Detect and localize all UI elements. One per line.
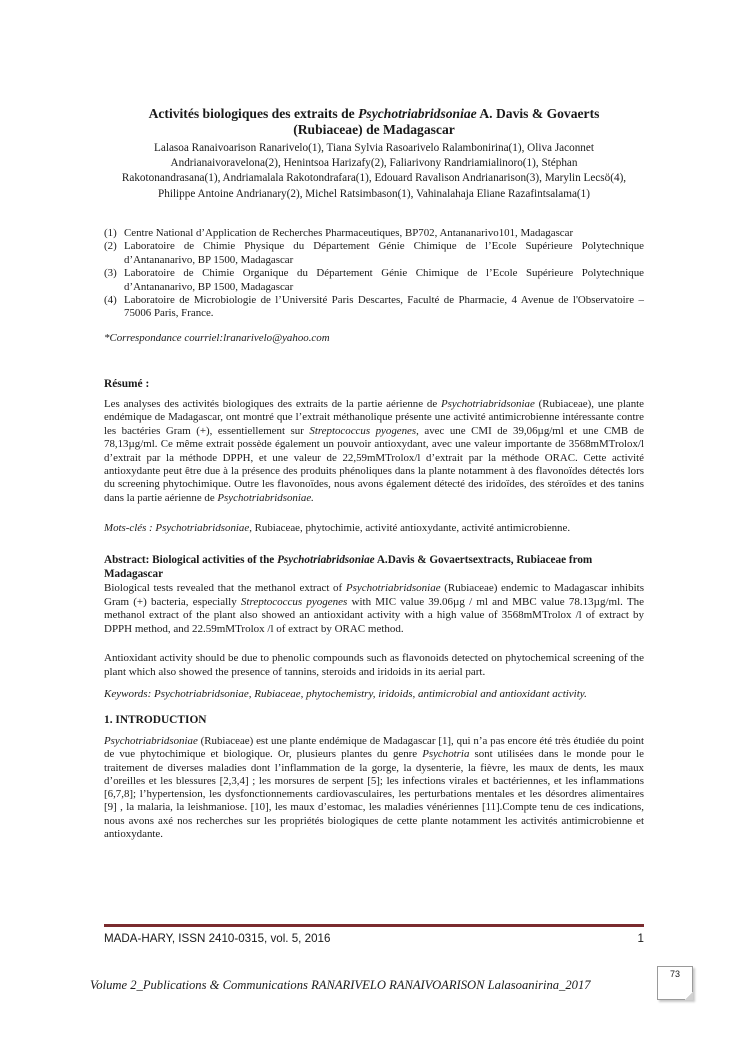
- intro-text: sont utilisées dans le monde pour le traitement de diverses maladies dont l’inflammation de la gorge, la dysenterie, la fièvre, les maux de dents, les maux d’oreilles et les blessures [2,3,4] ; les morsures de serpent [5]; les infections virales et bactériennes, et les inflammations [6,7,8]; l’hypertension, les dysfonctionnements cardiovasculaires, les perturbations mentales et les désordres alimentaires [9] , la malaria, la leishmaniose. [10], les maux d’estomac, les maladies vénériennes [11].Compte tenu de ces indications, nous avons axé nos recherches sur les propriétés biologiques de cette plante notamment les activités antimicrobienne et antioxydante.: [104, 748, 644, 841]
- affiliation-item: [104, 294, 644, 321]
- volume-caption: Volume 2_Publications & Communications RANARIVELO RANAIVOARISON Lalasoanirina_2017: [90, 978, 591, 992]
- resume-paragraph: [104, 398, 644, 505]
- abstract-heading-species: Psychotriabridsoniae: [277, 554, 375, 566]
- title-species: Psychotriabridsoniae: [358, 106, 477, 121]
- abstract-bacteria: Streptococcus pyogenes: [240, 595, 348, 608]
- affiliation-number: (4): [104, 294, 117, 307]
- affiliation-number: (1): [104, 227, 117, 239]
- abstract-text: Biological tests revealed that the methanol extract of: [104, 582, 346, 594]
- resume-species: Psychotriabridsoniae.: [217, 491, 314, 504]
- affiliation-text: Laboratoire de Microbiologie de l’Université Paris Descartes, Faculté de Pharmacie, 4 Avenue de l'Observatoire – 75006 Paris, France.: [124, 294, 644, 320]
- keywords-text: : Psychotriabridsoniae, Rubiaceae, phytochemistry, iridoids, antimicrobial and antioxidant activity.: [147, 688, 587, 700]
- resume-bacteria: Streptococcus pyogenes: [309, 424, 417, 437]
- author-list: [104, 141, 644, 202]
- resume-heading: Résumé :: [104, 378, 150, 390]
- title-line-2: (Rubiaceae) de Madagascar: [293, 122, 455, 137]
- abstract-paragraph-2: Antioxidant activity should be due to phenolic compounds such as flavonoids detected on phytochemical screening of the plant which also showed the presence of tannins, steroids and iridoids in its aerial part.: [104, 652, 644, 678]
- footer-page-number: 1: [637, 932, 644, 945]
- affiliation-text: Centre National d’Application de Recherches Pharmaceutiques, BP702, Antananarivo101, Madagascar: [124, 227, 574, 239]
- affiliation-item: [104, 240, 644, 267]
- mots-cles-species: Psychotriabridsoniae: [155, 522, 250, 534]
- footer-rule: [104, 924, 644, 927]
- mots-cles-text: , Rubiaceae, phytochimie, activité antioxydante, activité antimicrobienne.: [249, 522, 571, 534]
- affiliation-item: [104, 267, 644, 294]
- intro-genus: Psychotria: [422, 748, 470, 761]
- resume-text: Les analyses des activités biologiques des extraits de la partie aérienne de: [104, 398, 442, 410]
- abstract-text: (Rubiaceae) endemic to Madagascar inhibits Gram (+) bacteria, especially: [104, 582, 644, 608]
- abstract-paragraph-1: [104, 582, 644, 636]
- resume-species: Psychotriabridsoniae: [441, 398, 535, 410]
- article-title: [104, 106, 644, 138]
- title-line-1: [104, 106, 644, 122]
- introduction-heading: 1. INTRODUCTION: [104, 714, 207, 726]
- journal-footer: [104, 932, 644, 945]
- author-line: Lalasoa Ranaivoarison Ranarivelo(1), Tiana Sylvia Rasoarivelo Ralambonirina(1), Oliva Jaconnet: [154, 142, 594, 154]
- abstract-text: with MIC value 39.06µg / ml and MBC value 78.13µg/ml. The methanol extract of the plant also showed an antioxidant activity with a high value of 3568mMTrolox /l of extract by DPPH method, and 22.59mMTrolox /l of extract by ORAC method.: [104, 595, 644, 635]
- affiliation-text: Laboratoire de Chimie Organique du Département Génie Chimique de l’Ecole Supérieure Polytechnique d’Antananarivo, BP 1500, Madagascar: [124, 267, 644, 293]
- mots-cles-label: Mots-clés :: [104, 522, 156, 534]
- keywords: [104, 688, 644, 702]
- intro-text: (Rubiaceae) est une plante endémique de Madagascar [1], qui n’a pas encore été très étudiée du point de vue phytochimique et biologique. Or, plusieurs plantes du genre: [104, 735, 644, 761]
- keywords-label: Keywords: [104, 688, 148, 700]
- page-number-box: [657, 966, 693, 1000]
- journal-citation: MADA-HARY, ISSN 2410-0315, vol. 5, 2016: [104, 932, 331, 945]
- affiliation-list: [104, 227, 644, 321]
- affiliation-text: Laboratoire de Chimie Physique du Département Génie Chimique de l’Ecole Supérieure Polytechnique d’Antananarivo, BP 1500, Madagascar: [124, 240, 644, 266]
- mots-cles: [104, 522, 644, 535]
- correspondence-email: *Correspondance courriel:lranarivelo@yahoo.com: [104, 332, 330, 344]
- page-number: 73: [669, 969, 680, 979]
- affiliation-number: (2): [104, 240, 117, 253]
- abstract-heading-text: A.Davis & Govaertsextracts, Rubiaceae from Madagascar: [104, 554, 593, 580]
- affiliation-item: [104, 227, 644, 240]
- intro-species: Psychotriabridsoniae: [104, 735, 198, 747]
- abstract-heading: [104, 554, 644, 581]
- author-line: Rakotonandrasana(1), Andriamalala Rakotondrafara(1), Edouard Ravalison Andrianarison(3), Marylin Lecsö(4),: [121, 172, 627, 185]
- affiliation-number: (3): [104, 267, 117, 280]
- title-text: A. Davis & Govaerts: [476, 106, 600, 121]
- author-line: Andrianaivoravelona(2), Henintsoa Harizafy(2), Faliarivony Randriamialinoro(1), Stéphan: [170, 157, 578, 170]
- title-text: Activités biologiques des extraits de: [148, 106, 359, 121]
- resume-text: , avec une CMI de 39,06µg/ml et une CMB de 78,13µg/ml. Ce même extrait possède également un pouvoir antioxydant, avec une valeur importante de 3568mMTrolox/l d’extrait par la méthode DPPH, et une valeur de 22,59mMTrolox/l d’extrait par la méthode ORAC. Cette activité antioxydante peut être due à la présence des produits phénoliques dans la plante notamment à des flavonoïdes détectés lors du screening phytochimique. Outre les flavonoïdes, nous avons également détecté des iridoïdes, des stéroïdes et des tanins dans la partie aérienne de: [104, 424, 645, 504]
- abstract-species: Psychotriabridsoniae: [345, 582, 441, 594]
- resume-text: (Rubiaceae), une plante endémique de Madagascar, ont montré que l’extrait méthanolique présente une activité antimicrobienne intéressante contre les bactéries Gram (+), essentiellement sur: [104, 398, 645, 437]
- author-line: Philippe Antoine Andrianary(2), Michel Ratsimbason(1), Vahinalahaja Eliane Razafintsalama(1): [158, 187, 590, 200]
- introduction-paragraph: [104, 735, 644, 841]
- abstract-heading-text: Abstract: Biological activities of the: [104, 554, 278, 566]
